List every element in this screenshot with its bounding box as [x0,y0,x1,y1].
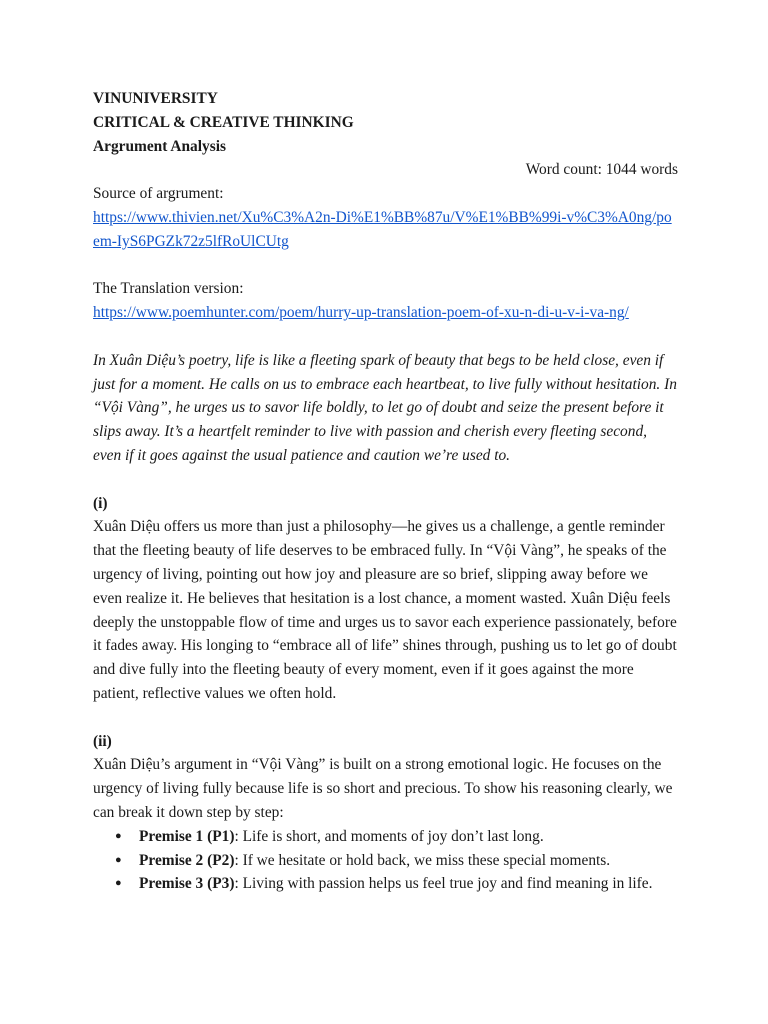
source-label: Source of argrument: [93,185,224,203]
translation-label: The Translation version: [93,280,244,298]
section-heading-i: (i) [93,494,108,512]
spacer [93,325,678,349]
translation-link[interactable]: https://www.poemhunter.com/poem/hurry-up-translation-poem-of-xu-n-di-u-v-i-va-ng/ [93,304,629,322]
section-heading-ii: (ii) [93,732,112,750]
course-title: CRITICAL & CREATIVE THINKING [93,113,354,131]
spacer [93,706,678,730]
spacer [93,468,678,492]
list-item [93,849,678,873]
section-body-i: Xuân Diệu offers us more than just a philosophy—he gives us a challenge, a gentle reminder that the fleeting beauty of life deserves to be embraced fully. In “Vội Vàng”, he speaks of the urgency of living, pointing out how joy and pleasure are so brief, slipping away before we even realize it. He believes that hesitation is a lost chance, a moment wasted. Xuân Diệu feels deeply the unstoppable flow of time and urges us to savor each experience passionately, before it fades away. His longing to “embrace all of life” shines through, pushing us to let go of doubt and dive fully into the fleeting beauty of every moment, even if it goes against the more patient, reflective values we often hold. [93,518,677,702]
intro-paragraph: In Xuân Diệu’s poetry, life is like a fleeting spark of beauty that begs to be held close, even if just for a moment. He calls on us to embrace each heartbeat, to live fully without hesitation. In “Vội Vàng”, he urges us to savor life boldly, to let go of doubt and seize the present before it slips away. It’s a heartfelt reminder to live with passion and cherish every fleeting second, even if it goes against the usual patience and caution we’re used to. [93,351,677,464]
source-link[interactable]: https://www.thivien.net/Xu%C3%A2n-Di%E1%BB%87u/V%E1%BB%99i-v%C3%A0ng/poem-IyS6PGZk72z5lfRoUlCUtg [93,208,672,250]
premise-text: : Living with passion helps us feel true joy and find meaning in life. [234,875,653,893]
premise-list [93,825,678,896]
list-item [93,872,678,896]
premise-label: Premise 1 (P1) [139,827,235,845]
section-body-ii: Xuân Diệu’s argument in “Vội Vàng” is built on a strong emotional logic. He focuses on the urgency of living fully because life is so short and precious. To show his reasoning clearly, we can break it down step by step: [93,756,673,821]
institution-title: VINUNIVERSITY [93,90,218,107]
premise-text: : Life is short, and moments of joy don’t last long. [234,827,544,845]
assignment-title: Argrument Analysis [93,137,226,155]
premise-label: Premise 2 (P2) [139,851,235,869]
list-item [93,825,678,849]
word-count: Word count: 1044 words [525,161,678,179]
premise-label: Premise 3 (P3) [139,875,235,893]
premise-text: : If we hesitate or hold back, we miss these special moments. [234,851,611,869]
spacer [93,254,678,278]
